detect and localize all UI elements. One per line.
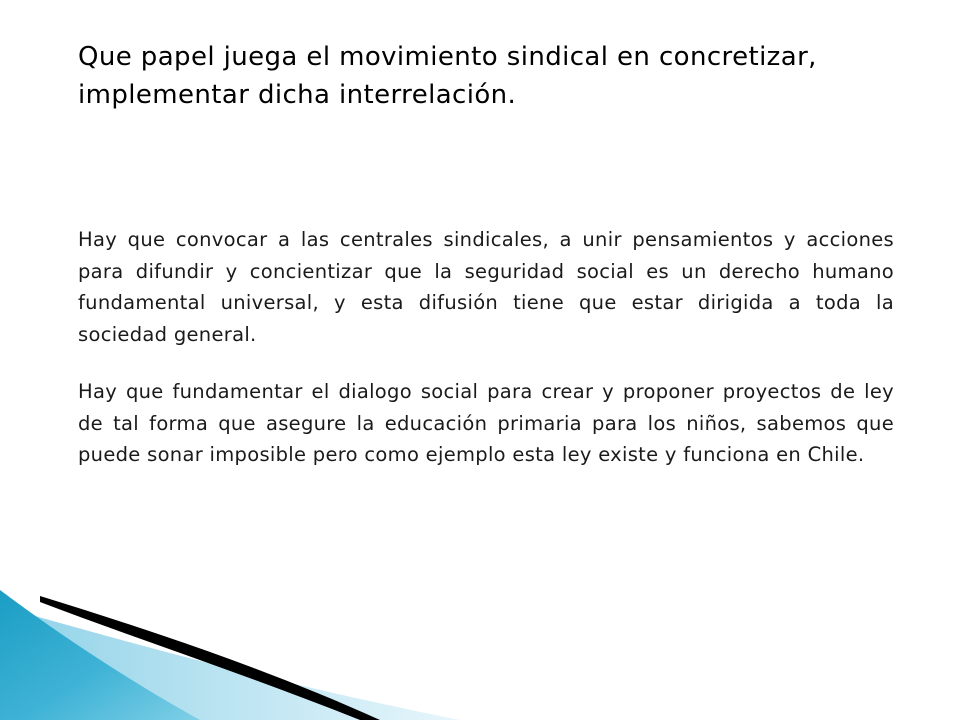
- body-paragraph-1: Hay que convocar a las centrales sindicales, a unir pensamientos y acciones para difundir y concientizar que la seguridad social es un derecho humano fundamental universal, y esta difusión tiene que estar dirigida a toda la sociedad general.: [78, 228, 894, 346]
- body-paragraph-2: Hay que fundamentar el dialogo social para crear y proponer proyectos de ley de tal forma que asegure la educación primaria para los niños, sabemos que puede sonar imposible pero como ejemplo esta ley existe y funciona en Chile.: [78, 380, 894, 466]
- slide-title: Que papel juega el movimiento sindical en concretizar, implementar dicha interrelación.: [78, 42, 817, 110]
- corner-wave-decoration: [0, 580, 460, 720]
- slide-body: [78, 224, 894, 497]
